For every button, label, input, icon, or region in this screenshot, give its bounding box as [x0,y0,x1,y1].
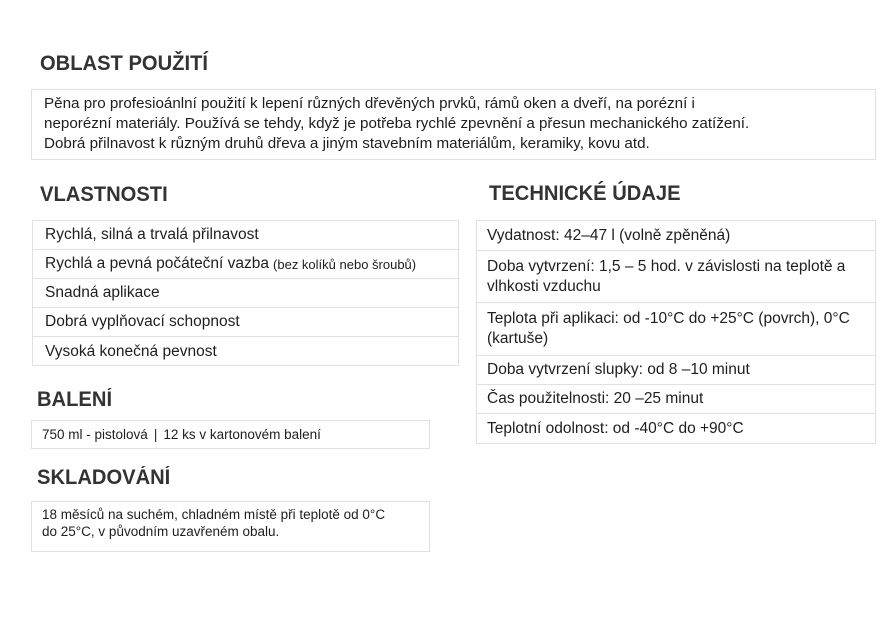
technical-row [477,221,875,251]
property-row [33,221,458,250]
property-text: Snadná aplikace [45,284,160,301]
packaging-part1: 750 ml - pistolová [42,427,148,442]
technical-text: Vydatnost: 42–47 l (volně zpěněná) [487,226,731,244]
technical-row [477,356,875,385]
technical-row [477,385,875,414]
technical-table [476,220,876,444]
technical-text: Teplotní odolnost: od -40°C do +90°C [487,419,744,437]
technical-text: Doba vytvrzení: 1,5 – 5 hod. v závislosti na teplotě a vlhkosti vzduchu [487,257,846,295]
property-row [33,279,458,308]
storage-box [31,501,430,552]
usage-heading: OBLAST POUŽITÍ [40,52,208,75]
packaging-separator: | [153,427,158,442]
storage-line: 18 měsíců na suchém, chladném místě při teplotě od 0°C [42,507,386,522]
packaging-box [31,420,430,449]
technical-heading: TECHNICKÉ ÚDAJE [489,182,681,205]
properties-heading: VLASTNOSTI [40,183,168,206]
usage-line: Pěna pro profesioánlní použití k lepení různých dřevěných prvků, rámů oken a dveří, na porézní i [44,95,695,112]
property-text: Rychlá, silná a trvalá přilnavost [45,226,259,243]
usage-box [31,89,876,160]
storage-line: do 25°C, v původním uzavřeném obalu. [42,524,280,539]
packaging-heading: BALENÍ [37,388,113,411]
packaging-part2: 12 ks v kartonovém balení [163,427,321,442]
technical-row [477,251,875,303]
technical-text: Doba vytvrzení slupky: od 8 –10 minut [487,361,750,378]
packaging-text [42,426,321,443]
usage-line: neporézní materiály. Používá se tehdy, když je potřeba rychlé zpevnění a přesun mechanického zatížení. [44,115,750,132]
property-text: Dobrá vyplňovací schopnost [45,313,240,330]
property-row [33,308,458,337]
property-text: Rychlá a pevná počáteční vazba [45,255,270,272]
property-note: (bez kolíků nebo šroubů) [273,256,417,272]
technical-row [477,414,875,443]
technical-text: Čas použitelnosti: 20 –25 minut [487,390,704,407]
usage-line: Dobrá přilnavost k různým druhů dřeva a jiným stavebním materiálům, keramiky, kovu atd. [44,135,650,152]
properties-table [32,220,459,366]
technical-row [477,303,875,356]
technical-text: Teplota při aplikaci: od -10°C do +25°C (povrch), 0°C (kartuše) [487,310,850,347]
storage-heading: SKLADOVÁNÍ [37,466,171,489]
storage-text [42,506,385,540]
property-row [33,250,458,279]
property-text: Vysoká konečná pevnost [45,342,217,360]
usage-text [44,94,867,154]
property-row [33,337,458,366]
